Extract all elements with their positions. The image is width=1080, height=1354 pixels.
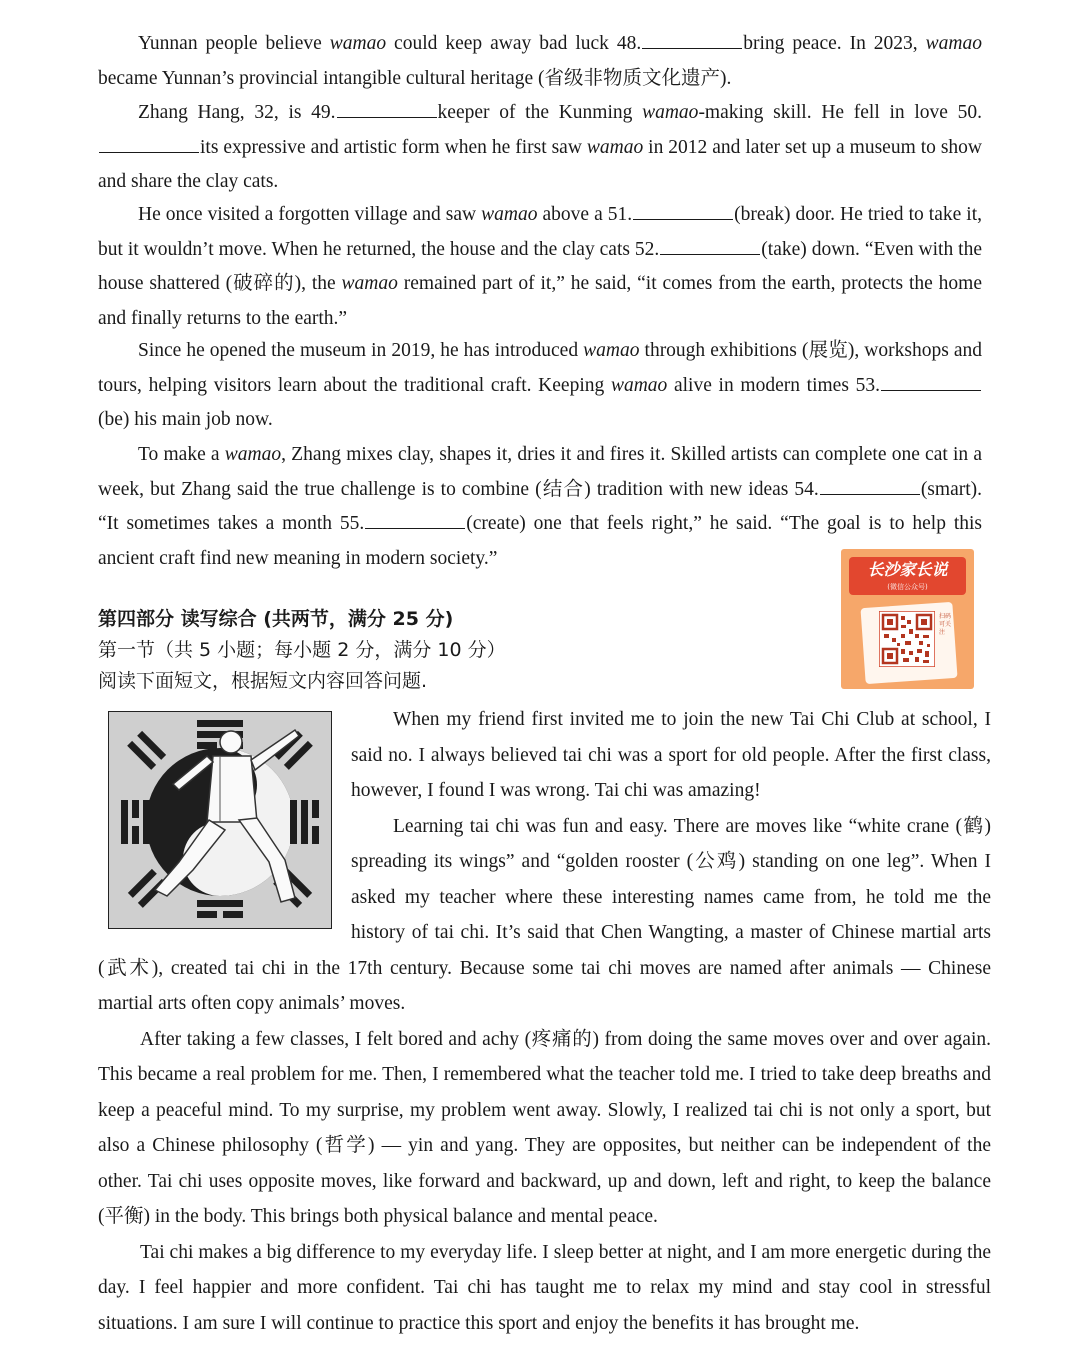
section-instruction: 阅读下面短文，根据短文内容回答问题. (98, 670, 428, 692)
passage2-paragraph-1: When my friend first invited me to join the new Tai Chi Club at school, I said no. I always believed tai chi was a sport for old people. After the first class, however, I found I was wrong. Tai chi was amazing! (351, 709, 991, 801)
passage1-paragraph-2: Zhang Hang, 32, is 49. keeper of the Kunming wamao-making skill. He fell in love 50.its expressive and artistic form when he first saw wamao in 2012 and later set up a museum to show and share the clay cats. (98, 96, 982, 200)
passage1-paragraph-4: Since he opened the museum in 2019, he has introduced wamao through exhibitions (展览), workshops and tours, helping visitors learn about the traditional craft. Keeping wamao alive in modern times 53.(be) his main job now. (98, 340, 982, 430)
passage2-paragraph-4: Tai chi makes a big difference to my everyday life. I sleep better at night, and I am more energetic during the day. I feel happier and more confident. Tai chi has taught me to relax my mind and stay cool in stressful situations. I am sure I will continue to practice this sport and enjoy the benefits it has brought me. (98, 1241, 991, 1334)
passage2-paragraph-2: Learning tai chi was fun and easy. There are moves like “white crane (鹤) spreading its wings” and “golden rooster (公鸡) standing on one leg”. When I asked my teacher where these interesting names came from, he told me the history of tai chi. It’s said that Chen Wangting, a master of Chinese martial arts (武术), created tai chi in the 17th century. Because some tai chi moves are named after animals — Chinese martial arts often copy animals’ moves. (98, 815, 991, 1014)
passage2 (98, 702, 991, 1341)
wechat-qr-badge[interactable]: 长沙家长说 (微信公众号) 扫码可关注 (841, 549, 974, 689)
blank-53[interactable] (881, 372, 981, 391)
section-title: 第四部分 读写综合 (共两节，满分 25 分) (98, 608, 454, 630)
passage1-paragraph-5: To make a wamao, Zhang mixes clay, shapes it, dries it and fires it. Skilled artists can complete one cat in a week, but Zhang said the true challenge is to combine (结合) tradition with new ideas 54. (smart). “It sometimes takes a month 55. (create) one that feels right,” he said. “The goal is to help this ancient craft find new meaning in modern society.” (98, 444, 982, 569)
qr-code-icon (879, 611, 935, 667)
blank-51[interactable] (633, 201, 733, 220)
blank-48[interactable] (642, 30, 742, 49)
blank-55[interactable] (365, 510, 465, 529)
blank-49[interactable] (337, 99, 437, 118)
passage1-paragraph-1: Yunnan people believe wamao could keep away bad luck 48. bring peace. In 2023, wamao became Yunnan’s provincial intangible cultural heritage (省级非物质文化遗产). (98, 27, 982, 96)
passage2-paragraph-3: After taking a few classes, I felt bored and achy (疼痛的) from doing the same moves over and over again. This became a real problem for me. Then, I remembered what the teacher told me. I tried to take deep breaths and keep a peaceful mind. To my surprise, my problem went away. Slowly, I realized tai chi is not only a sport, but also a Chinese philosophy (哲学) — yin and yang. They are opposites, but neither can be independent of the other. Tai chi uses opposite moves, like forward and backward, up and down, left and right, to keep the balance (平衡) in the body. This brings both physical balance and mental peace. (98, 1028, 991, 1227)
blank-52[interactable] (660, 236, 760, 255)
blank-50[interactable] (99, 134, 199, 153)
passage1-paragraph-3: He once visited a forgotten village and saw wamao above a 51. (break) door. He tried to take it, but it wouldn’t move. When he returned, the house and the clay cats 52. (take) down. “Even with the house shattered (破碎的), the wamao remained part of it,” he said, “it comes from the earth, protects the home and finally returns to the earth.” (98, 198, 982, 336)
badge-header: 长沙家长说 (微信公众号) (849, 557, 966, 595)
blank-54[interactable] (820, 476, 920, 495)
section-subtitle: 第一节（共 5 小题；每小题 2 分，满分 10 分） (98, 639, 506, 661)
